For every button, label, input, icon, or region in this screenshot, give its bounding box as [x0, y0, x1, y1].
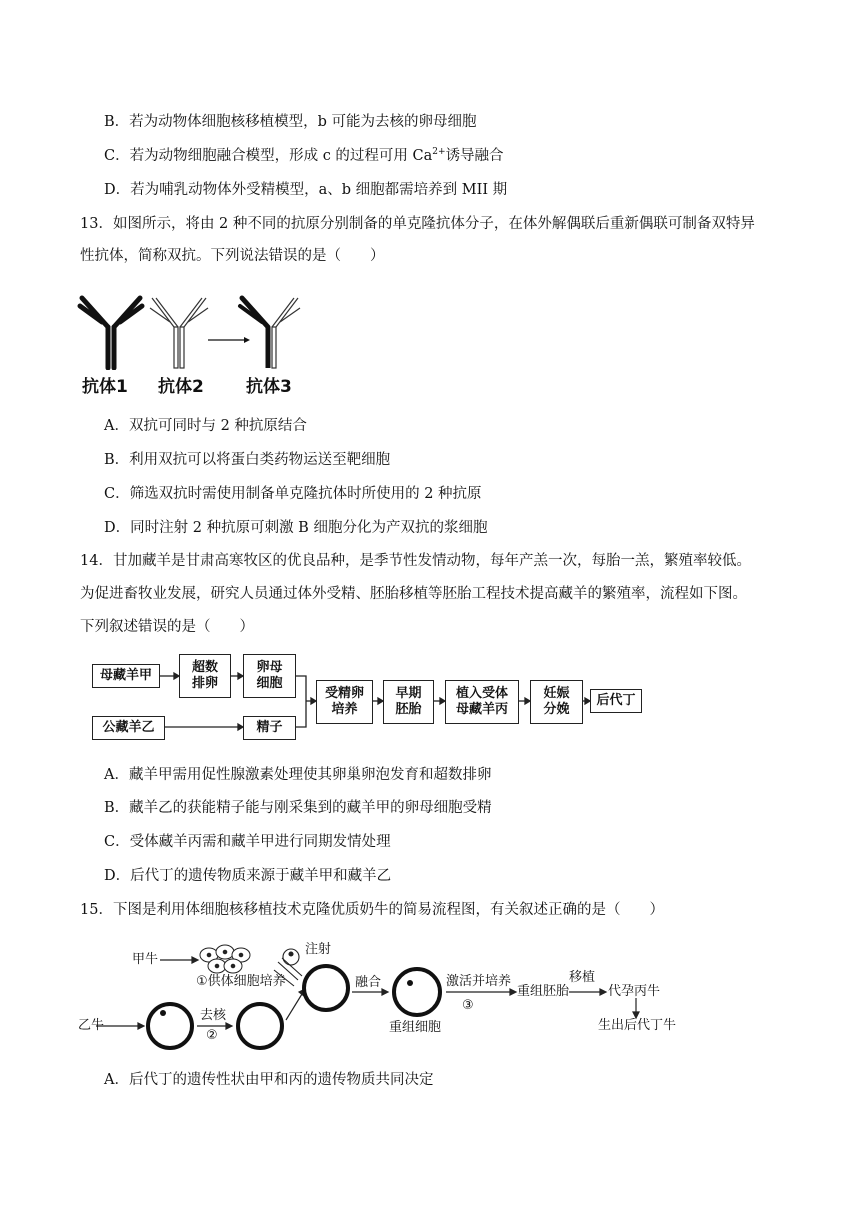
q14-option-d: D．后代丁的遗传物质来源于藏羊甲和藏羊乙 — [104, 868, 392, 884]
antibody-2-label: 抗体2 — [158, 377, 204, 397]
activate-label: 激活并培养 — [446, 974, 512, 989]
enucleated-oocyte-icon — [238, 1004, 282, 1048]
reconstructed-cell-icon — [394, 969, 440, 1015]
q15-option-a: A．后代丁的遗传性状由甲和丙的遗传物质共同决定 — [104, 1072, 434, 1088]
q14-option-c: C．受体藏羊丙需和藏羊甲进行同期发情处理 — [104, 834, 391, 850]
pregnancy-line1: 妊娠 — [543, 686, 570, 701]
q15-stem: 15．下图是利用体细胞核移植技术克隆优质奶牛的简易流程图，有关叙述正确的是（ ） — [80, 902, 664, 918]
early-embryo-line2: 胚胎 — [395, 702, 422, 717]
receiving-oocyte-icon — [304, 966, 348, 1010]
antibody-1-label: 抗体1 — [82, 377, 128, 397]
early-embryo-line1: 早期 — [395, 686, 422, 701]
q13-stem-line2: 性抗体，简称双抗。下列说法错误的是（ ） — [80, 248, 385, 264]
father-sheep-box: 公藏羊乙 — [92, 716, 165, 740]
oocyte-line2: 细胞 — [256, 676, 283, 691]
q13-stem-line1: 13．如图所示，将由 2 种不同的抗原分别制备的单克隆抗体分子，在体外解偶联后重新偶联可制备双特异 — [80, 216, 755, 232]
superovulation-line1: 超数 — [191, 660, 218, 675]
q12-option-d: D．若为哺乳动物体外受精模型，a、b 细胞都需培养到 MII 期 — [104, 182, 508, 198]
step2-label: ② — [206, 1028, 218, 1043]
offspring-box: 后代丁 — [590, 689, 642, 713]
pregnancy-line2: 分娩 — [543, 702, 570, 717]
antibody-3-label: 抗体3 — [246, 377, 292, 397]
surrogate-label: 代孕丙牛 — [608, 984, 661, 999]
q14-option-b: B．藏羊乙的获能精子能与刚采集到的藏羊甲的卵母细胞受精 — [104, 800, 492, 816]
cow-yi-label: 乙牛 — [78, 1018, 105, 1033]
q14-stem-line1: 14．甘加藏羊是甘肃高寒牧区的优良品种，是季节性发情动物，每年产羔一次，每胎一羔，繁殖率较低。 — [80, 553, 751, 569]
inject-label: 注射 — [305, 942, 332, 957]
born-label: 生出后代丁牛 — [598, 1018, 677, 1033]
q14-stem-line3: 下列叙述错误的是（ ） — [80, 619, 254, 635]
step1-label: ①供体细胞培养 — [196, 974, 286, 989]
step3-label: ③ — [462, 998, 474, 1013]
implant-line1: 植入受体 — [455, 686, 508, 701]
enucleate-label: 去核 — [200, 1008, 227, 1023]
oocyte-line1: 卵母 — [256, 660, 283, 675]
fertilized-line2: 培养 — [331, 702, 358, 717]
oocyte-icon — [148, 1004, 192, 1048]
q12-option-c-sup: 2+ — [432, 147, 446, 158]
sperm-box: 精子 — [243, 716, 296, 740]
donor-cells-icon — [200, 945, 250, 973]
q14-stem-line2: 为促进畜牧业发展，研究人员通过体外受精、胚胎移植等胚胎工程技术提高藏羊的繁殖率，流程如下图。 — [80, 586, 747, 602]
reconstructed-cell-label: 重组细胞 — [389, 1020, 442, 1035]
fuse-label: 融合 — [355, 975, 382, 990]
q12-option-c-tail: 诱导融合 — [445, 148, 504, 164]
mother-sheep-box: 母藏羊甲 — [92, 664, 160, 688]
q13-option-d: D．同时注射 2 种抗原可刺激 B 细胞分化为产双抗的浆细胞 — [104, 520, 488, 536]
fertilized-line1: 受精卵 — [324, 686, 364, 701]
q12-option-b: B．若为动物体细胞核移植模型，b 可能为去核的卵母细胞 — [104, 114, 477, 130]
q13-option-a: A．双抗可同时与 2 种抗原结合 — [104, 418, 307, 434]
q14-option-a: A．藏羊甲需用促性腺激素处理使其卵巢卵泡发育和超数排卵 — [104, 767, 492, 783]
q13-option-b: B．利用双抗可以将蛋白类药物运送至靶细胞 — [104, 452, 391, 468]
implant-line2: 母藏羊丙 — [455, 702, 508, 717]
superovulation-line2: 排卵 — [191, 676, 218, 691]
transplant-label: 移植 — [569, 970, 596, 985]
cow-jia-label: 甲牛 — [132, 952, 159, 967]
reconstructed-embryo-label: 重组胚胎 — [517, 984, 570, 999]
q13-option-c: C．筛选双抗时需使用制备单克隆抗体时所使用的 2 种抗原 — [104, 486, 482, 502]
q12-option-c-text: C．若为动物细胞融合模型，形成 c 的过程可用 Ca — [104, 148, 433, 164]
